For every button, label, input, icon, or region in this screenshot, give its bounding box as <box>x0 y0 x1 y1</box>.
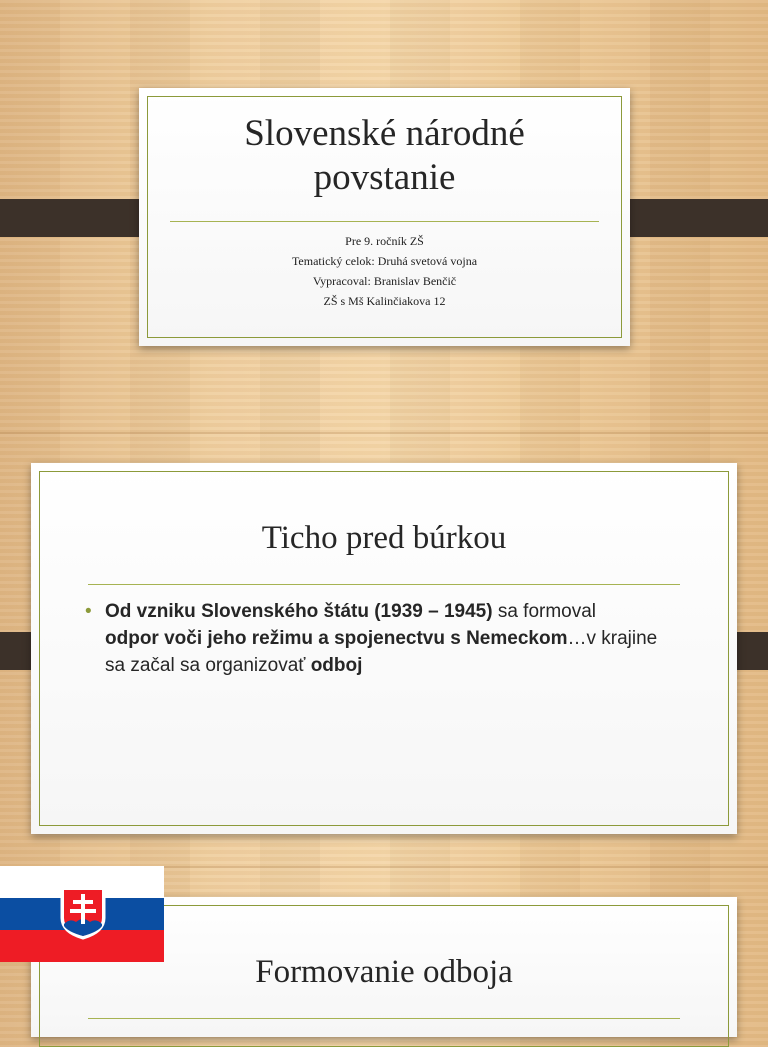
bullet-text-1: sa formoval <box>492 601 597 622</box>
slide2-divider <box>88 584 680 585</box>
slovak-flag <box>0 866 164 962</box>
slide2-bullet <box>85 598 665 679</box>
slide1-subtitle-1: Pre 9. ročník ZŠ <box>345 234 424 248</box>
slide1-title-line2: povstanie <box>313 157 456 198</box>
bullet-text-bold-3: odboj <box>310 655 363 676</box>
slide1-divider <box>170 221 599 222</box>
slide3-divider <box>88 1018 680 1019</box>
slide2-title: Ticho pred búrkou <box>261 520 507 556</box>
bullet-text-bold-2: odpor voči jeho režimu a spojenectvu s Nemeckom <box>105 628 568 649</box>
slide1-subtitle-4: ZŠ s Mš Kalinčiakova 12 <box>323 294 446 308</box>
slide1-subtitle-3: Vypracoval: Branislav Benčič <box>312 274 457 288</box>
bullet-marker-icon: • <box>85 601 92 622</box>
slide-1[interactable] <box>139 88 630 346</box>
slide1-title-line1: Slovenské národné <box>244 113 525 154</box>
wood-seam <box>0 432 768 434</box>
slide3-title: Formovanie odboja <box>255 954 513 990</box>
bullet-text-bold-1: Od vzniku Slovenského štátu (1939 – 1945) <box>105 601 493 622</box>
slide1-right-tab <box>613 199 768 237</box>
slovak-flag-icon <box>0 866 164 962</box>
slide1-left-tab <box>0 199 155 237</box>
slide1-title <box>139 112 630 200</box>
slide-2[interactable] <box>31 463 737 834</box>
bullet-text-2: …v krajine sa začal sa organizovať <box>105 628 658 676</box>
slide1-subtitle-2: Tematický celok: Druhá svetová vojna <box>291 254 478 268</box>
